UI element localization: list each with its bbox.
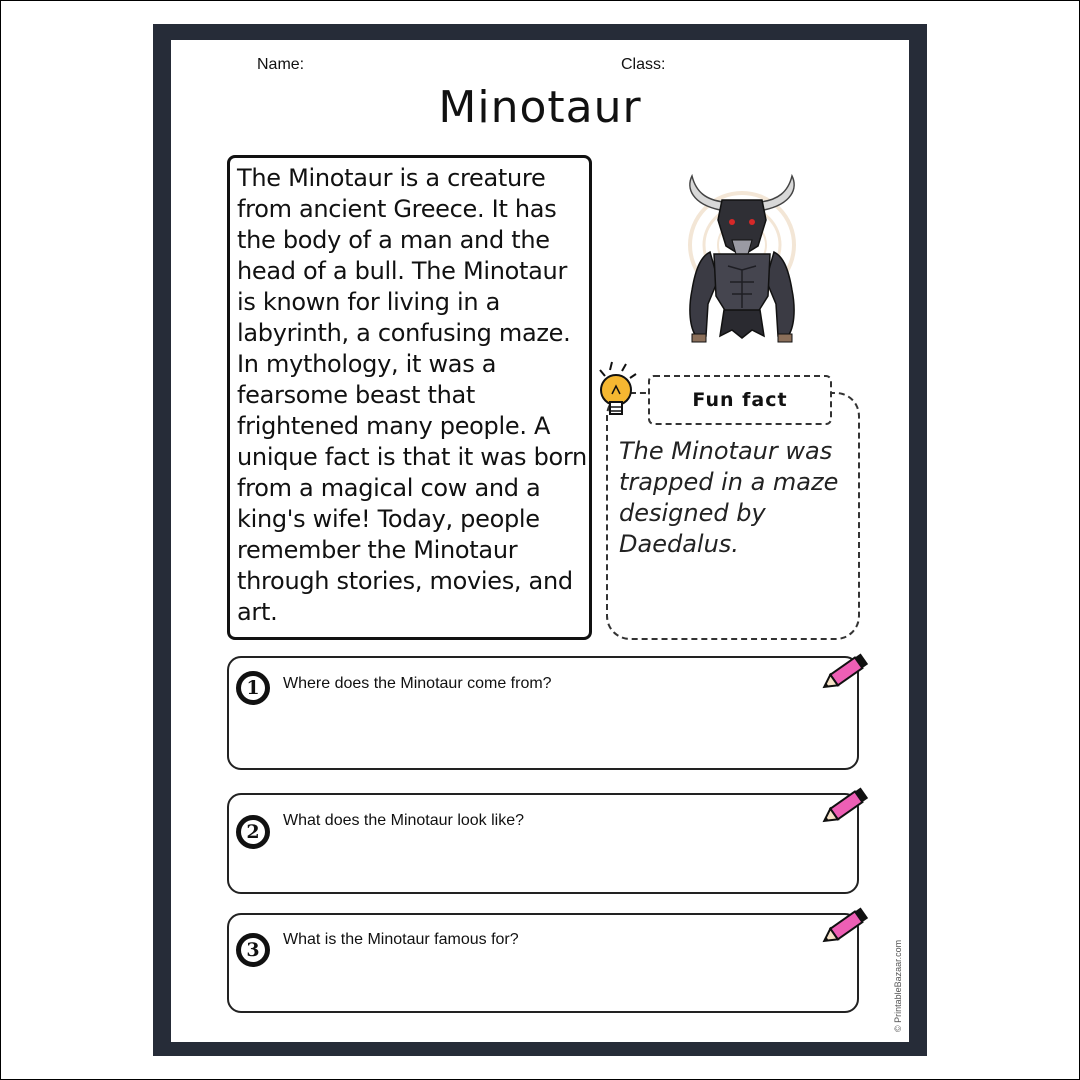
question-text-3: What is the Minotaur famous for? xyxy=(283,931,519,948)
page-title: Minotaur xyxy=(438,82,642,133)
pencil-icon xyxy=(818,783,872,831)
question-number-badge-1 xyxy=(236,671,270,705)
question-box-3 xyxy=(227,913,859,1013)
fun-fact-text: The Minotaur was trapped in a maze designed by Daedalus. xyxy=(619,437,839,558)
question-number-3: 3 xyxy=(241,938,265,962)
pencil-icon xyxy=(818,903,872,951)
question-number-badge-2 xyxy=(236,815,270,849)
fun-fact-label: Fun fact xyxy=(648,375,832,425)
question-box-1 xyxy=(227,656,859,770)
question-box-2 xyxy=(227,793,859,894)
question-text-2: What does the Minotaur look like? xyxy=(283,812,525,829)
minotaur-illustration xyxy=(672,170,812,350)
copyright-notice: © PrintableBazaar.com xyxy=(893,939,903,1032)
question-text-1: Where does the Minotaur come from? xyxy=(283,675,552,692)
question-number-badge-3 xyxy=(236,933,270,967)
name-label: Name: xyxy=(257,56,305,73)
class-label: Class: xyxy=(621,56,666,73)
question-number-2: 2 xyxy=(241,820,265,844)
lightbulb-icon xyxy=(590,358,646,424)
question-number-1: 1 xyxy=(241,676,265,700)
passage-text: The Minotaur is a creature from ancient Greece. It has the body of a man and the head of a bull. The Minotaur is known for living in a labyrinth, a confusing maze. In mythology, it was a fearsome beast that frightened many people. A unique fact is that it was born from a magical cow and a king's wife! Today, people remember the Minotaur through stories, movies, and art. xyxy=(237,164,587,626)
pencil-icon xyxy=(818,649,872,697)
